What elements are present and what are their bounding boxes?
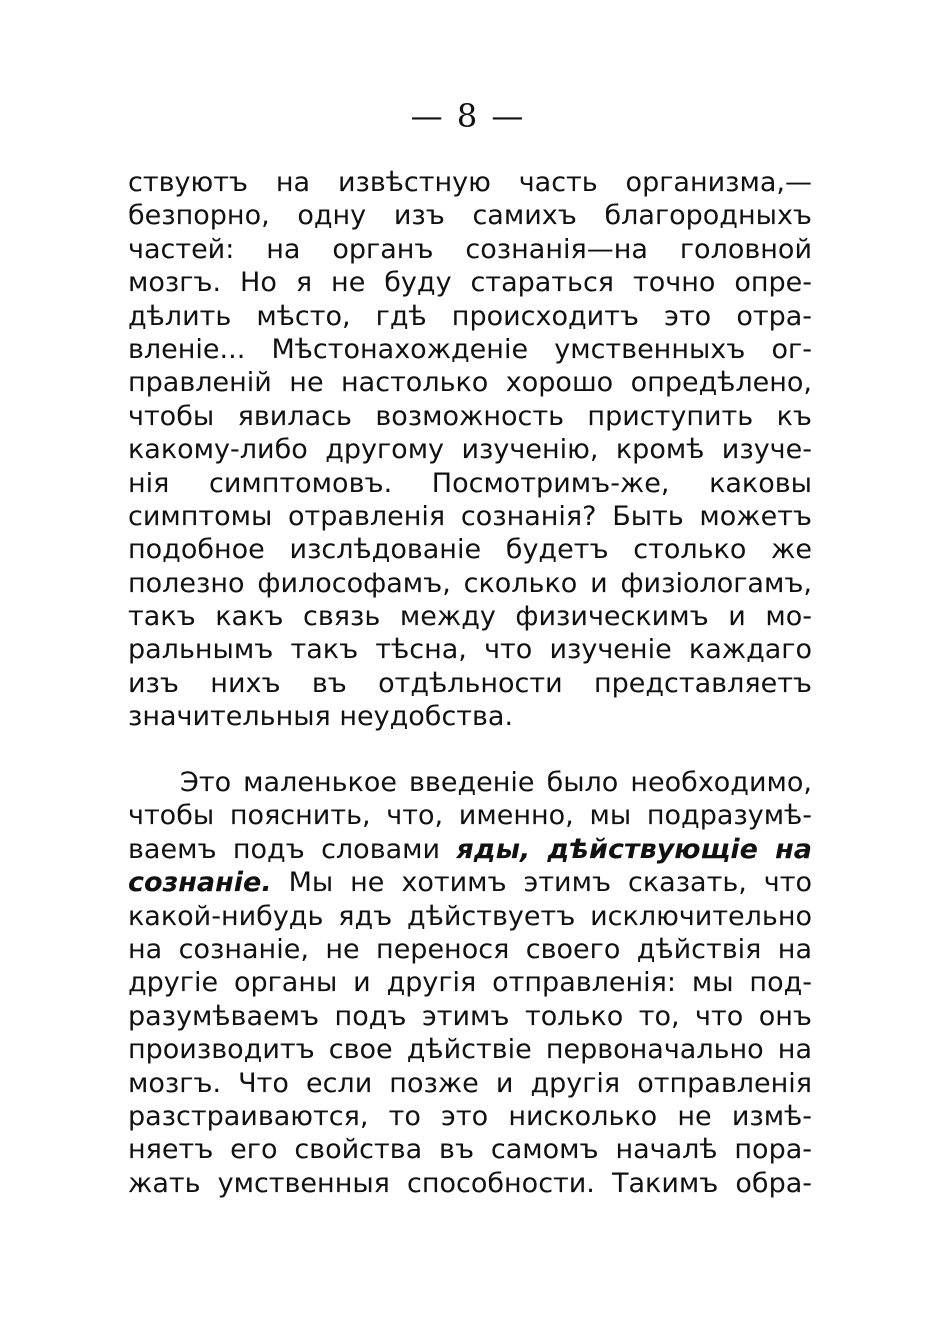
emphasized-text: сознаніе.	[128, 867, 272, 899]
text-line: такъ какъ связь между физическимъ и мо-	[128, 601, 812, 633]
text-line: вленіе... Мѣстонахожденіе умственныхъ ог-	[128, 333, 812, 365]
text-line: нія симптомовъ. Посмотримъ-же, каковы	[128, 467, 812, 499]
plain-text: Мы не хотимъ этимъ сказать, что	[288, 867, 812, 899]
text-line	[128, 866, 812, 899]
text-line	[128, 833, 812, 866]
paragraph-2	[128, 766, 812, 1200]
text-line: производитъ свое дѣйствіе первоначально на	[128, 1034, 812, 1066]
text-line: ральнымъ такъ тѣсна, что изученіе каждаго	[128, 634, 812, 666]
paragraph-1	[128, 166, 812, 734]
emphasized-text: яды, дѣйствующіе на	[456, 833, 812, 865]
text-line: чтобы пояснить, что, именно, мы подразумѣ-	[128, 800, 812, 832]
text-line: полезно философамъ, сколько и физіологамъ,	[128, 567, 812, 599]
plain-text: ваемъ подъ словами	[128, 833, 441, 865]
text-line: подобное изслѣдованіе будетъ столько же	[128, 534, 812, 566]
text-line: какой-нибудь ядъ дѣйствуетъ исключительно	[128, 900, 812, 932]
text-line: дѣлить мѣсто, гдѣ происходитъ это отра-	[128, 300, 812, 332]
text-line: изъ нихъ въ отдѣльности представляетъ	[128, 667, 812, 699]
text-line: безпорно, одну изъ самихъ благородныхъ	[128, 200, 812, 232]
text-line: мозгъ. Что если позже и другія отправленія	[128, 1067, 812, 1099]
text-line: другіе органы и другія отправленія: мы под-	[128, 967, 812, 999]
text-line: няетъ его свойства въ самомъ началѣ пора-	[128, 1134, 812, 1166]
text-line: Это маленькое введеніе было необходимо,	[180, 767, 812, 798]
text-line: на сознаніе, не перенося своего дѣйствія на	[128, 933, 812, 965]
text-line: симптомы отравленія сознанія? Быть можетъ	[128, 500, 812, 532]
text-line: разумѣваемъ подъ этимъ только то, что онъ	[128, 1000, 812, 1032]
text-line: чтобы явилась возможность приступить къ	[128, 400, 812, 432]
text-line: ствуютъ на извѣстную часть организма,—	[128, 167, 812, 198]
text-line: разстраиваются, то это нисколько не измѣ-	[128, 1100, 812, 1132]
text-line: жать умственныя способности. Такимъ обра-	[128, 1167, 812, 1199]
text-line: значительныя неудобства.	[128, 701, 514, 733]
page-number: — 8 —	[410, 97, 526, 135]
text-line: частей: на органъ сознанія—на головной	[128, 233, 812, 265]
text-line: какому-либо другому изученію, кромѣ изуче-	[128, 434, 812, 466]
text-line: мозгъ. Но я не буду стараться точно опре-	[128, 267, 812, 299]
text-line: правленій не настолько хорошо опредѣлено,	[128, 367, 812, 399]
